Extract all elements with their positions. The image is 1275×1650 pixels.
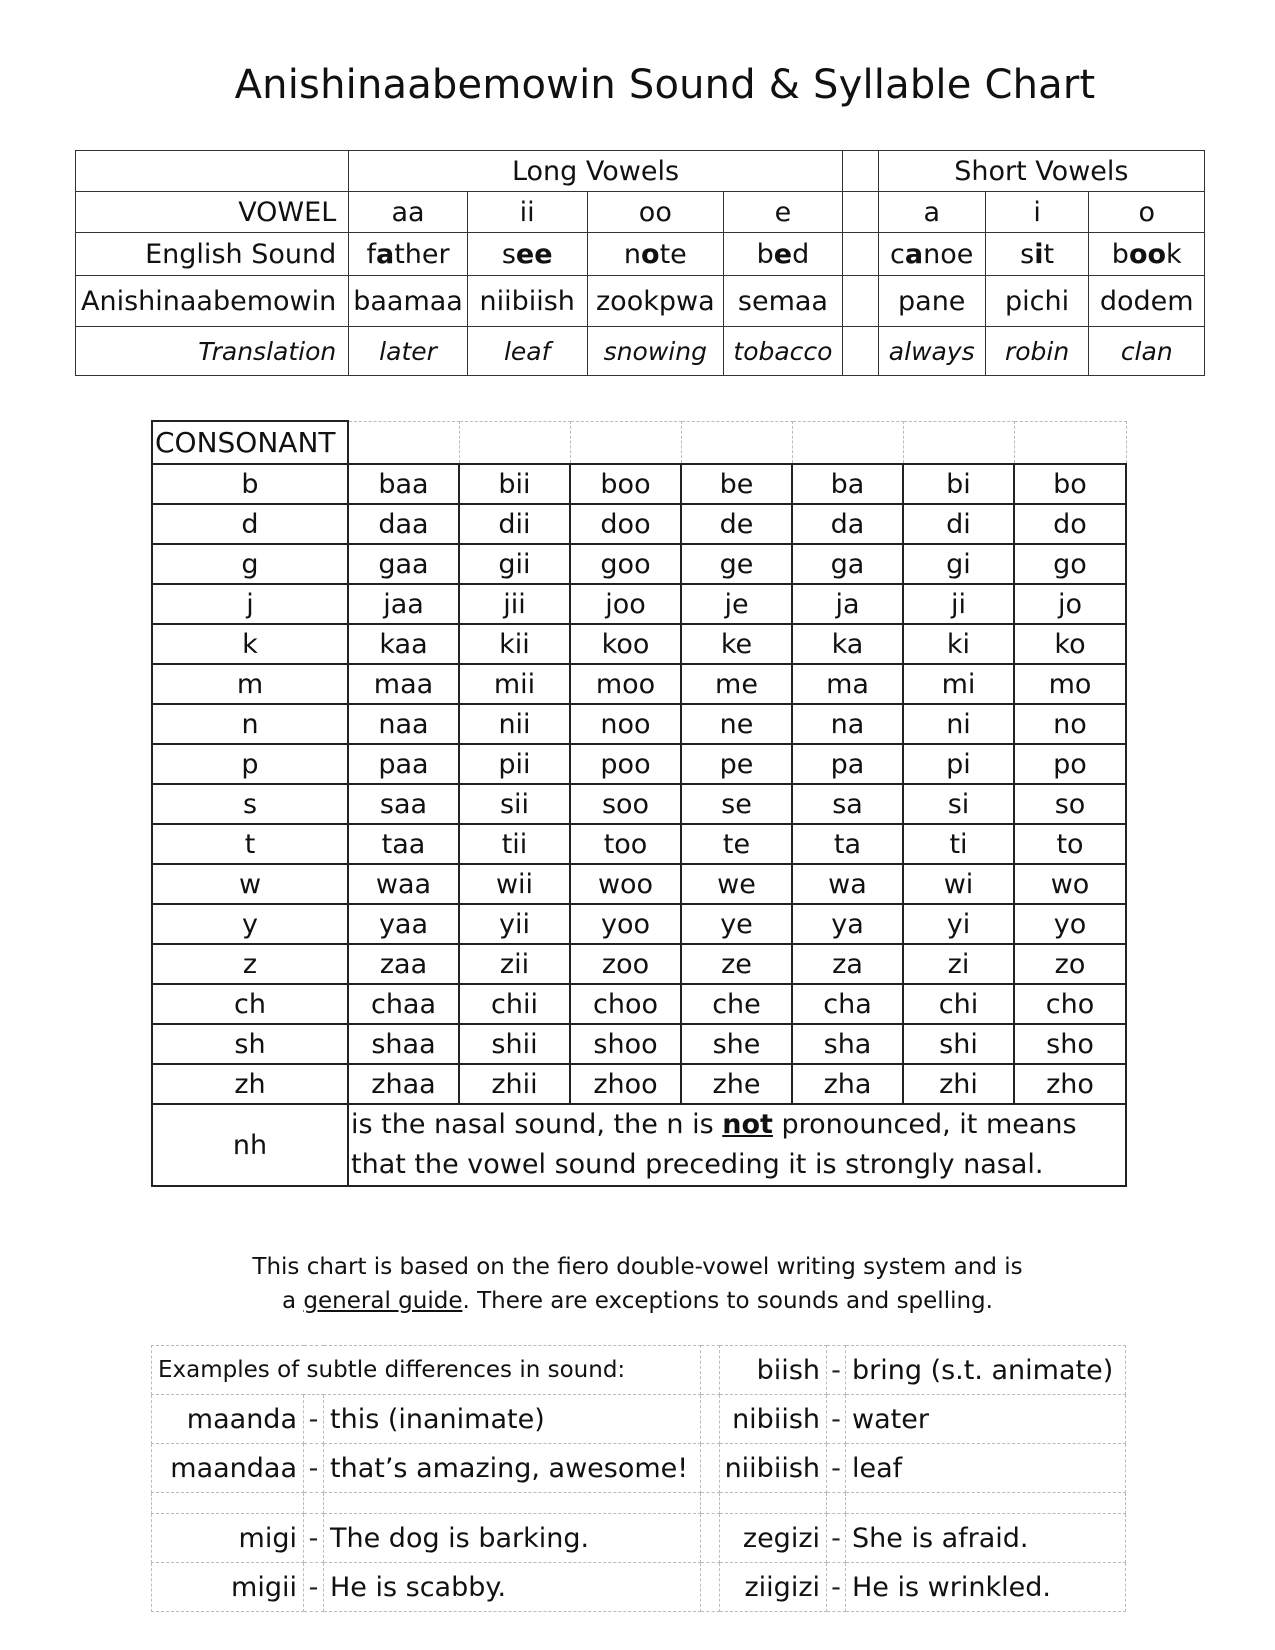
vowel-cell: aa <box>349 192 468 233</box>
consonant-label: y <box>152 904 348 944</box>
syllable-cell: baa <box>348 464 459 504</box>
syllable-cell: wo <box>1014 864 1126 904</box>
syllable-cell: je <box>681 584 792 624</box>
example-word: migi <box>152 1514 304 1563</box>
syllable-cell: wi <box>903 864 1014 904</box>
syllable-cell: che <box>681 984 792 1024</box>
syllable-cell: zhi <box>903 1064 1014 1104</box>
spacer-cell <box>152 1493 304 1514</box>
syllable-cell: bo <box>1014 464 1126 504</box>
syllable-cell: paa <box>348 744 459 784</box>
consonant-table <box>151 420 1127 1187</box>
nasal-note <box>348 1104 1126 1186</box>
consonant-label: n <box>152 704 348 744</box>
syllable-cell: no <box>1014 704 1126 744</box>
consonant-row <box>152 704 1126 744</box>
gap-cell <box>842 327 878 376</box>
translation-cell: clan <box>1089 327 1205 376</box>
syllable-cell: mi <box>903 664 1014 704</box>
syllable-cell: jii <box>459 584 570 624</box>
example-row <box>152 1563 1126 1612</box>
syllable-cell: we <box>681 864 792 904</box>
sound-bold: a <box>904 238 924 270</box>
vowel-cell: i <box>985 192 1089 233</box>
consonant-row <box>152 864 1126 904</box>
consonant-label: k <box>152 624 348 664</box>
syllable-cell: za <box>792 944 903 984</box>
syllable-cell: boo <box>570 464 681 504</box>
consonant-row <box>152 744 1126 784</box>
syllable-cell: na <box>792 704 903 744</box>
syllable-cell: da <box>792 504 903 544</box>
syllable-cell: ze <box>681 944 792 984</box>
example-meaning: She is afraid. <box>846 1514 1126 1563</box>
example-dash: - <box>827 1444 846 1493</box>
word-cell: niibiish <box>467 276 587 327</box>
syllable-cell: taa <box>348 824 459 864</box>
syllable-cell: gaa <box>348 544 459 584</box>
syllable-cell: be <box>681 464 792 504</box>
example-word: biish <box>720 1346 827 1395</box>
consonant-row-nh <box>152 1104 1126 1186</box>
syllable-cell: yoo <box>570 904 681 944</box>
sound-post: te <box>659 238 687 270</box>
translation-cell: always <box>878 327 985 376</box>
syllable-cell: pi <box>903 744 1014 784</box>
syllable-cell: goo <box>570 544 681 584</box>
sound-pre: c <box>890 238 905 270</box>
consonant-label: b <box>152 464 348 504</box>
sound-cell <box>985 233 1089 276</box>
syllable-cell: jo <box>1014 584 1126 624</box>
syllable-cell: zhoo <box>570 1064 681 1104</box>
example-row <box>152 1444 1126 1493</box>
example-dash: - <box>304 1444 324 1493</box>
syllable-cell: ge <box>681 544 792 584</box>
examples-intro: Examples of subtle differences in sound: <box>152 1346 701 1395</box>
guide-line-1: This chart is based on the fiero double-vowel writing system and is <box>252 1254 1023 1280</box>
example-word: migii <box>152 1563 304 1612</box>
syllable-cell: zaa <box>348 944 459 984</box>
syllable-cell: too <box>570 824 681 864</box>
gap-cell <box>842 151 878 192</box>
translation-cell: snowing <box>587 327 724 376</box>
syllable-cell: ne <box>681 704 792 744</box>
example-word: ziigizi <box>720 1563 827 1612</box>
example-dash: - <box>827 1514 846 1563</box>
example-meaning: this (inanimate) <box>324 1395 701 1444</box>
spacer-cell <box>324 1493 701 1514</box>
syllable-cell: gii <box>459 544 570 584</box>
example-dash: - <box>304 1395 324 1444</box>
syllable-cell: naa <box>348 704 459 744</box>
consonant-row <box>152 464 1126 504</box>
syllable-cell: soo <box>570 784 681 824</box>
consonant-row <box>152 624 1126 664</box>
syllable-cell: kii <box>459 624 570 664</box>
gap-cell <box>842 192 878 233</box>
sound-cell <box>724 233 843 276</box>
word-cell: pichi <box>985 276 1089 327</box>
syllable-cell: zha <box>792 1064 903 1104</box>
syllable-cell: si <box>903 784 1014 824</box>
syllable-cell: poo <box>570 744 681 784</box>
vowel-cell: oo <box>587 192 724 233</box>
spacer-cell <box>846 1493 1126 1514</box>
consonant-header: CONSONANT <box>152 421 348 464</box>
syllable-cell: ma <box>792 664 903 704</box>
translation-cell: leaf <box>467 327 587 376</box>
syllable-cell: zi <box>903 944 1014 984</box>
consonant-row <box>152 664 1126 704</box>
guide-line-2-pre: a <box>282 1288 304 1314</box>
general-guide-text: general guide <box>303 1288 463 1314</box>
empty-header-cell <box>792 421 903 464</box>
example-meaning: leaf <box>846 1444 1126 1493</box>
column-gap <box>701 1514 720 1563</box>
syllable-cell: saa <box>348 784 459 824</box>
consonant-label: g <box>152 544 348 584</box>
syllable-cell: zo <box>1014 944 1126 984</box>
syllable-cell: pa <box>792 744 903 784</box>
translation-cell: robin <box>985 327 1089 376</box>
syllable-cell: cha <box>792 984 903 1024</box>
syllable-cell: yii <box>459 904 570 944</box>
sound-pre: f <box>366 238 376 270</box>
word-cell: dodem <box>1089 276 1205 327</box>
syllable-cell: yi <box>903 904 1014 944</box>
syllable-cell: di <box>903 504 1014 544</box>
syllable-cell: chaa <box>348 984 459 1024</box>
example-dash: - <box>304 1563 324 1612</box>
consonant-label: j <box>152 584 348 624</box>
gap-cell <box>842 276 878 327</box>
column-gap <box>701 1395 720 1444</box>
short-vowels-header: Short Vowels <box>878 151 1204 192</box>
consonant-row <box>152 1024 1126 1064</box>
consonant-label: m <box>152 664 348 704</box>
syllable-cell: bii <box>459 464 570 504</box>
sound-cell <box>467 233 587 276</box>
consonant-label: p <box>152 744 348 784</box>
sound-bold: a <box>375 238 395 270</box>
consonant-row <box>152 824 1126 864</box>
sound-bold: o <box>641 238 660 270</box>
row-label-word: Anishinaabemowin <box>76 276 349 327</box>
syllable-cell: ke <box>681 624 792 664</box>
syllable-cell: yaa <box>348 904 459 944</box>
syllable-cell: shii <box>459 1024 570 1064</box>
guide-note <box>0 1250 1275 1318</box>
spacer-cell <box>827 1493 846 1514</box>
consonant-label: s <box>152 784 348 824</box>
example-word: nibiish <box>720 1395 827 1444</box>
column-gap <box>701 1563 720 1612</box>
syllable-cell: dii <box>459 504 570 544</box>
empty-header-cell <box>570 421 681 464</box>
example-meaning: The dog is barking. <box>324 1514 701 1563</box>
consonant-row <box>152 944 1126 984</box>
sound-cell <box>587 233 724 276</box>
syllable-cell: gi <box>903 544 1014 584</box>
row-label-translation: Translation <box>76 327 349 376</box>
example-word: niibiish <box>720 1444 827 1493</box>
sound-post: k <box>1166 238 1182 270</box>
translation-cell: tobacco <box>724 327 843 376</box>
consonant-label: d <box>152 504 348 544</box>
word-cell: semaa <box>724 276 843 327</box>
sound-bold: i <box>1034 238 1044 270</box>
syllable-cell: koo <box>570 624 681 664</box>
word-cell: zookpwa <box>587 276 724 327</box>
example-meaning: He is wrinkled. <box>846 1563 1126 1612</box>
sound-bold: oo <box>1128 238 1167 270</box>
spacer-cell <box>720 1493 827 1514</box>
sound-post: ther <box>394 238 450 270</box>
syllable-cell: de <box>681 504 792 544</box>
syllable-cell: zoo <box>570 944 681 984</box>
word-cell: pane <box>878 276 985 327</box>
syllable-cell: waa <box>348 864 459 904</box>
syllable-cell: pii <box>459 744 570 784</box>
syllable-cell: shi <box>903 1024 1014 1064</box>
syllable-cell: sii <box>459 784 570 824</box>
consonant-row <box>152 904 1126 944</box>
consonant-row <box>152 504 1126 544</box>
example-meaning: water <box>846 1395 1126 1444</box>
sound-pre: s <box>501 238 516 270</box>
syllable-cell: maa <box>348 664 459 704</box>
translation-cell: later <box>349 327 468 376</box>
example-dash: - <box>304 1514 324 1563</box>
syllable-cell: to <box>1014 824 1126 864</box>
example-dash: - <box>827 1346 846 1395</box>
syllable-cell: chii <box>459 984 570 1024</box>
syllable-cell: so <box>1014 784 1126 824</box>
example-spacer-row <box>152 1493 1126 1514</box>
syllable-cell: ba <box>792 464 903 504</box>
syllable-cell: me <box>681 664 792 704</box>
syllable-cell: ni <box>903 704 1014 744</box>
long-vowels-header: Long Vowels <box>349 151 843 192</box>
syllable-cell: zii <box>459 944 570 984</box>
corner-cell <box>76 151 349 192</box>
gap-cell <box>842 233 878 276</box>
row-label-sound: English Sound <box>76 233 349 276</box>
spacer-cell <box>701 1493 720 1514</box>
syllable-cell: noo <box>570 704 681 744</box>
empty-header-cell <box>459 421 570 464</box>
syllable-cell: te <box>681 824 792 864</box>
syllable-cell: zhaa <box>348 1064 459 1104</box>
syllable-cell: bi <box>903 464 1014 504</box>
sound-cell <box>878 233 985 276</box>
consonant-label: z <box>152 944 348 984</box>
consonant-label: sh <box>152 1024 348 1064</box>
page-title: Anishinaabemowin Sound & Syllable Chart <box>234 62 1096 108</box>
sound-pre: s <box>1020 238 1035 270</box>
syllable-cell: joo <box>570 584 681 624</box>
consonant-row <box>152 984 1126 1024</box>
syllable-cell: chi <box>903 984 1014 1024</box>
syllable-cell: do <box>1014 504 1126 544</box>
spacer-cell <box>304 1493 324 1514</box>
row-label-vowel: VOWEL <box>76 192 349 233</box>
sound-pre: n <box>623 238 641 270</box>
example-meaning: bring (s.t. animate) <box>846 1346 1126 1395</box>
consonant-label: zh <box>152 1064 348 1104</box>
consonant-row <box>152 544 1126 584</box>
nasal-note-post: pronounced, it means that the vowel sound preceding it is strongly nasal. <box>351 1109 1077 1180</box>
example-dash: - <box>827 1395 846 1444</box>
syllable-cell: nii <box>459 704 570 744</box>
syllable-cell: po <box>1014 744 1126 784</box>
sound-bold: e <box>773 238 793 270</box>
syllable-cell: woo <box>570 864 681 904</box>
syllable-cell: ji <box>903 584 1014 624</box>
sound-bold: ee <box>515 238 553 270</box>
syllable-cell: shoo <box>570 1024 681 1064</box>
syllable-cell: cho <box>1014 984 1126 1024</box>
vowel-cell: a <box>878 192 985 233</box>
sound-cell <box>1089 233 1205 276</box>
example-dash: - <box>827 1563 846 1612</box>
sound-post: t <box>1043 238 1055 270</box>
syllable-cell: tii <box>459 824 570 864</box>
syllable-cell: kaa <box>348 624 459 664</box>
syllable-cell: ko <box>1014 624 1126 664</box>
syllable-cell: zhii <box>459 1064 570 1104</box>
column-gap <box>701 1444 720 1493</box>
syllable-cell: mo <box>1014 664 1126 704</box>
consonant-row <box>152 784 1126 824</box>
sound-pre: b <box>756 238 774 270</box>
consonant-label: w <box>152 864 348 904</box>
syllable-cell: wii <box>459 864 570 904</box>
syllable-cell: wa <box>792 864 903 904</box>
consonant-row <box>152 1064 1126 1104</box>
example-word: maanda <box>152 1395 304 1444</box>
example-meaning: He is scabby. <box>324 1563 701 1612</box>
example-row <box>152 1395 1126 1444</box>
syllable-cell: mii <box>459 664 570 704</box>
syllable-cell: sho <box>1014 1024 1126 1064</box>
empty-header-cell <box>1014 421 1126 464</box>
syllable-cell: sha <box>792 1024 903 1064</box>
syllable-cell: go <box>1014 544 1126 584</box>
empty-header-cell <box>903 421 1014 464</box>
word-cell: baamaa <box>349 276 468 327</box>
syllable-cell: zho <box>1014 1064 1126 1104</box>
syllable-cell: pe <box>681 744 792 784</box>
nasal-note-pre: is the nasal sound, the n is <box>351 1109 723 1140</box>
consonant-label: nh <box>152 1104 348 1186</box>
empty-header-cell <box>681 421 792 464</box>
syllable-cell: ja <box>792 584 903 624</box>
syllable-cell: ki <box>903 624 1014 664</box>
sound-cell <box>349 233 468 276</box>
syllable-cell: ti <box>903 824 1014 864</box>
column-gap <box>701 1346 720 1395</box>
consonant-label: ch <box>152 984 348 1024</box>
empty-header-cell <box>348 421 459 464</box>
syllable-cell: yo <box>1014 904 1126 944</box>
example-word: zegizi <box>720 1514 827 1563</box>
sound-post: noe <box>923 238 974 270</box>
syllable-cell: doo <box>570 504 681 544</box>
syllable-cell: choo <box>570 984 681 1024</box>
example-word: maandaa <box>152 1444 304 1493</box>
vowel-cell: o <box>1089 192 1205 233</box>
guide-line-2 <box>0 1284 1275 1318</box>
syllable-cell: se <box>681 784 792 824</box>
example-meaning: that’s amazing, awesome! <box>324 1444 701 1493</box>
syllable-cell: sa <box>792 784 903 824</box>
syllable-cell: she <box>681 1024 792 1064</box>
syllable-cell: moo <box>570 664 681 704</box>
syllable-cell: shaa <box>348 1024 459 1064</box>
nasal-note-emphasis: not <box>722 1109 773 1140</box>
syllable-cell: daa <box>348 504 459 544</box>
examples-table <box>151 1345 1126 1612</box>
guide-line-2-post: . There are exceptions to sounds and spelling. <box>462 1288 993 1314</box>
consonant-row <box>152 584 1126 624</box>
syllable-cell: ye <box>681 904 792 944</box>
syllable-cell: zhe <box>681 1064 792 1104</box>
vowel-cell: e <box>724 192 843 233</box>
example-row <box>152 1514 1126 1563</box>
consonant-label: t <box>152 824 348 864</box>
syllable-cell: ga <box>792 544 903 584</box>
syllable-cell: ya <box>792 904 903 944</box>
sound-pre: b <box>1111 238 1129 270</box>
vowel-table <box>75 150 1205 376</box>
syllable-cell: jaa <box>348 584 459 624</box>
vowel-cell: ii <box>467 192 587 233</box>
sound-post: d <box>792 238 810 270</box>
syllable-cell: ta <box>792 824 903 864</box>
syllable-cell: ka <box>792 624 903 664</box>
